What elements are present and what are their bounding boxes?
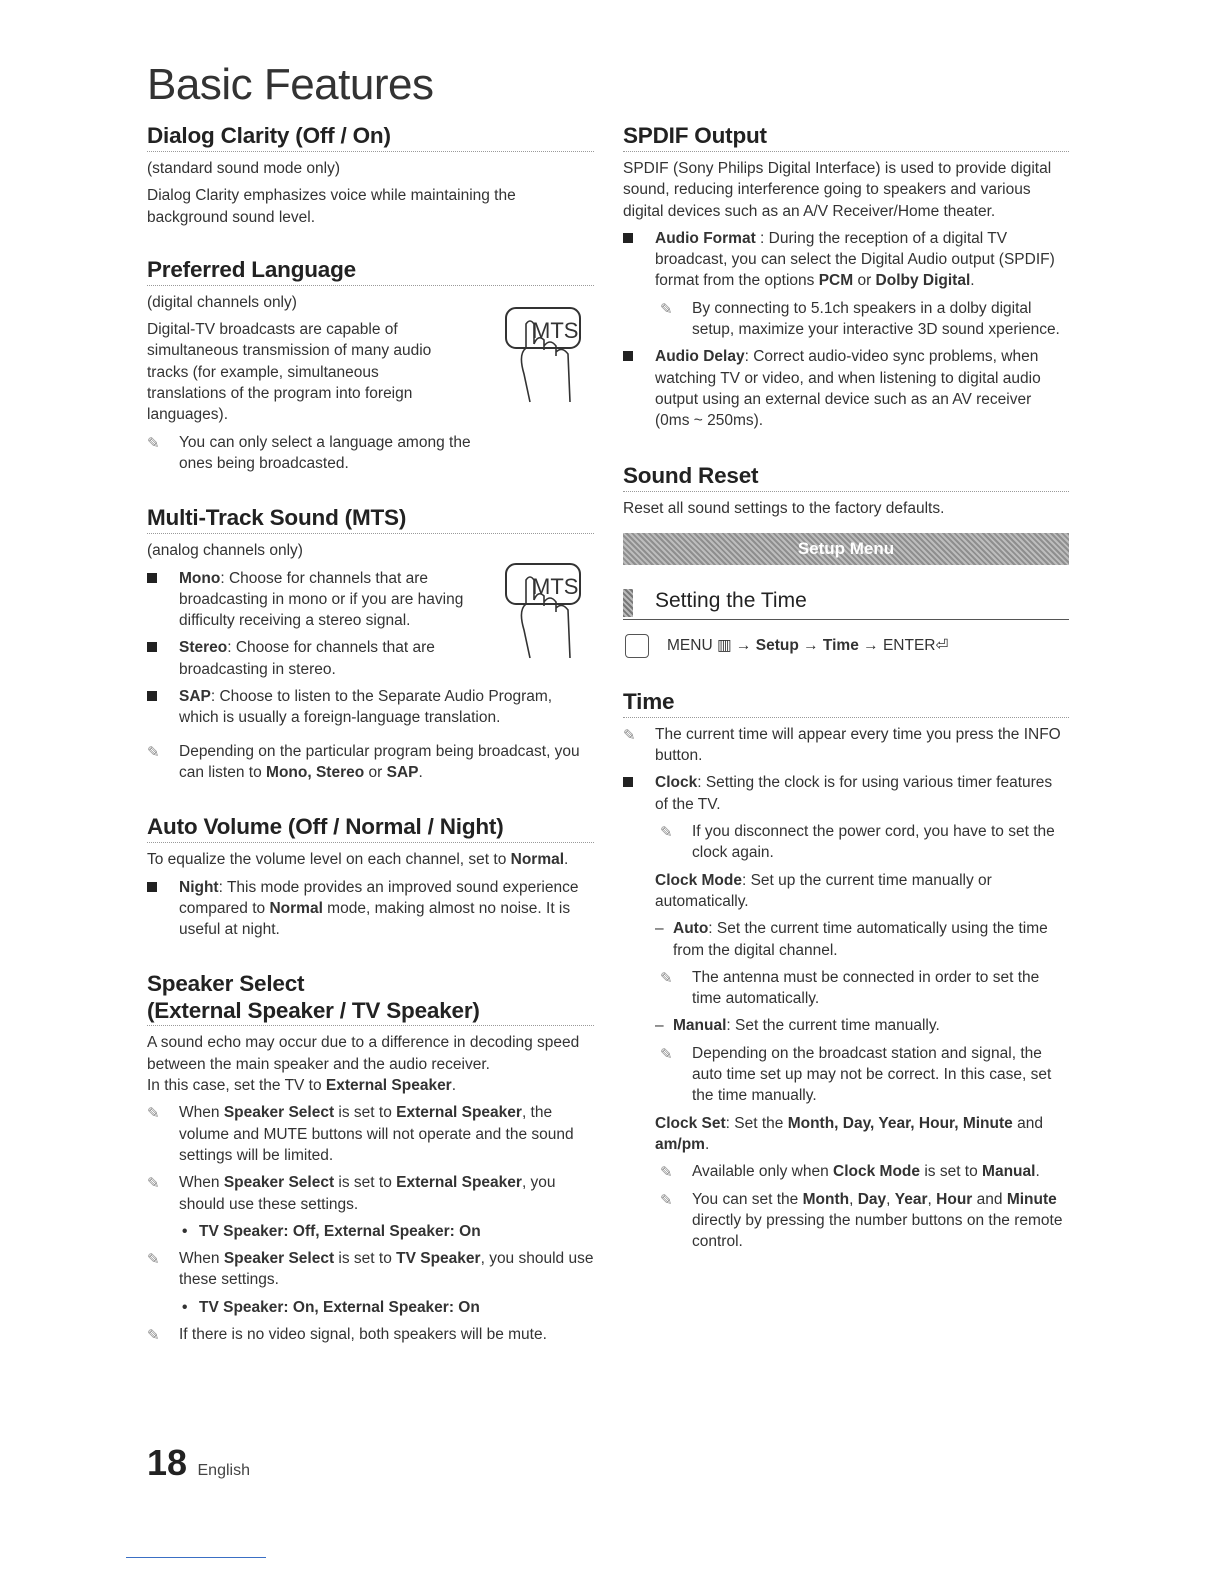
speaker-note-4: ✎ If there is no video signal, both speakers will be mute. [147,1324,594,1345]
mts-scope: (analog channels only) [147,542,303,560]
speaker-setting-2: • TV Speaker: On, External Speaker: On [182,1298,480,1316]
dialog-clarity-scope: (standard sound mode only) [147,160,341,177]
mts-body [147,540,594,783]
note-icon: ✎ [147,1251,160,1269]
preferred-language-scope: (digital channels only) [147,293,297,311]
auto-volume-desc: To equalize the volume level on each channel, set to Normal. [147,851,569,869]
clock-set-note-2: ✎ You can set the Month, Day, Year, Hour and Minute directly by pressing the number buttons on the remote control. [660,1190,1063,1251]
spdif-desc: SPDIF (Sony Philips Digital Interface) is used to provide digital sound, reducing interference going to speakers and various digital devices such as an A/V Receiver/Home theater. [623,160,1052,220]
auto-volume-heading: Auto Volume (Off / Normal / Night) [147,813,594,843]
mts-note: ✎ Depending on the particular program being broadcast, you can listen to Mono, Stereo or SAP. [147,742,580,781]
note-icon: ✎ [660,1164,673,1182]
bullet-square-icon [147,691,157,701]
note-icon: ✎ [660,969,673,987]
note-icon: ✎ [660,1045,673,1063]
preferred-language-note: ✎ You can only select a language among the ones being broadcasted. [147,433,471,472]
speaker-note-2: ✎ When Speaker Select is set to External Speaker, you should use these settings. [147,1174,556,1213]
spdif-audio-format-note: ✎ By connecting to 5.1ch speakers in a dolby digital setup, maximize your interactive 3D sound xperience. [660,299,1060,339]
mts-remote-icon [504,560,584,660]
clock-item: Clock: Setting the clock is for using various timer features of the TV. [623,772,1069,815]
bullet-square-icon [623,351,633,361]
mts-sap-item: SAP: Choose to listen to the Separate Audio Program, which is usually a foreign-language translation. [147,686,559,729]
mts-mono-item: Mono: Choose for channels that are broadcasting in mono or if you are having difficulty receiving a stereo signal. [147,568,479,632]
page-footer [147,1442,250,1484]
setup-menu-banner: Setup Menu [623,533,1069,565]
note-icon: ✎ [147,434,160,452]
speaker-setting-1: • TV Speaker: Off, External Speaker: On [182,1222,481,1240]
menu-button-icon: ▥ [716,636,732,654]
speaker-select-heading: Speaker Select (External Speaker / TV Speaker) [147,970,594,1026]
note-icon: ✎ [660,1191,673,1209]
clock-mode-auto: – Auto: Set the current time automatically using the time from the digital channel. [655,920,1048,959]
bullet-square-icon [147,573,157,583]
sound-reset-desc: Reset all sound settings to the factory defaults. [623,499,945,517]
clock-set-desc: Clock Set: Set the Month, Day, Year, Hour, Minute and am/pm. [655,1114,1043,1153]
speaker-select-instruction: In this case, set the TV to External Speaker. [147,1077,457,1095]
preferred-language-body [147,292,594,474]
left-column [147,122,594,1345]
clock-mode-auto-note: ✎ The antenna must be connected in order to set the time automatically. [660,968,1040,1008]
page-language: English [197,1462,250,1479]
menu-path: MENU ▥ → Setup → Time → ENTER⏎ [623,634,1069,658]
menu-remote-icon [625,634,649,658]
dialog-clarity-desc: Dialog Clarity emphasizes voice while maintaining the background sound level. [147,187,516,226]
heading-bar-icon [623,589,633,617]
page-title: Basic Features [147,60,434,109]
speaker-select-desc: A sound echo may occur due to a difference in decoding speed between the main speaker and the audio receiver. [147,1034,580,1073]
preferred-language-heading: Preferred Language [147,256,594,286]
time-note: ✎ The current time will appear every time you press the INFO button. [623,725,1061,765]
bullet-square-icon [147,882,157,892]
note-icon: ✎ [660,824,673,842]
page-number: 18 [147,1442,188,1483]
note-icon: ✎ [147,1175,160,1193]
clock-note: ✎ If you disconnect the power cord, you have to set the clock again. [660,823,1055,862]
sound-reset-heading: Sound Reset [623,462,1069,492]
svg-text:MTS: MTS [532,317,579,343]
svg-text:MTS: MTS [532,574,579,600]
enter-icon: ⏎ [935,636,949,654]
speaker-note-3: ✎ When Speaker Select is set to TV Speaker, you should use these settings. [147,1250,594,1289]
mts-stereo-item: Stereo: Choose for channels that are broadcasting in stereo. [147,637,469,680]
clock-mode-manual-note: ✎ Depending on the broadcast station and signal, the auto time set up may not be correct. In this case, set the time manually. [660,1044,1052,1105]
note-icon: ✎ [660,300,673,318]
spdif-audio-format-item: Audio Format : During the reception of a digital TV broadcast, you can select the Digital Audio output (SPDIF) format from the options PCM or Dolby Digital. [623,228,1069,292]
time-heading: Time [623,688,1069,718]
right-column [623,122,1069,1252]
bullet-square-icon [147,642,157,652]
mts-remote-icon [504,304,584,404]
note-icon: ✎ [147,743,160,761]
clock-set-note-1: ✎ Available only when Clock Mode is set to Manual. [623,1161,1069,1182]
setting-the-time-heading: Setting the Time [623,587,1069,620]
preferred-language-desc: Digital-TV broadcasts are capable of simultaneous transmission of many audio tracks (for example, simultaneous translations of the program into foreign languages). [147,321,432,424]
clock-mode-manual: – Manual: Set the current time manually. [655,1017,940,1035]
spdif-audio-delay-item: Audio Delay: Correct audio-video sync problems, when watching TV or video, and when listening to digital audio output using an external device such as an AV receiver (0ms ~ 250ms). [623,346,1069,431]
footer-rule [126,1557,266,1558]
mts-heading: Multi-Track Sound (MTS) [147,504,594,534]
note-icon: ✎ [623,726,636,744]
bullet-square-icon [623,777,633,787]
speaker-note-1: ✎ When Speaker Select is set to External Speaker, the volume and MUTE buttons will not operate and the sound settings will be limited. [147,1104,574,1164]
dialog-clarity-heading: Dialog Clarity (Off / On) [147,122,594,152]
auto-volume-night-item: Night: This mode provides an improved sound experience compared to Normal mode, making almost no noise. It is useful at night. [147,877,594,941]
note-icon: ✎ [147,1326,160,1344]
spdif-heading: SPDIF Output [623,122,1069,152]
clock-mode-desc: Clock Mode: Set up the current time manually or automatically. [655,871,992,910]
note-icon: ✎ [147,1105,160,1123]
bullet-square-icon [623,233,633,243]
